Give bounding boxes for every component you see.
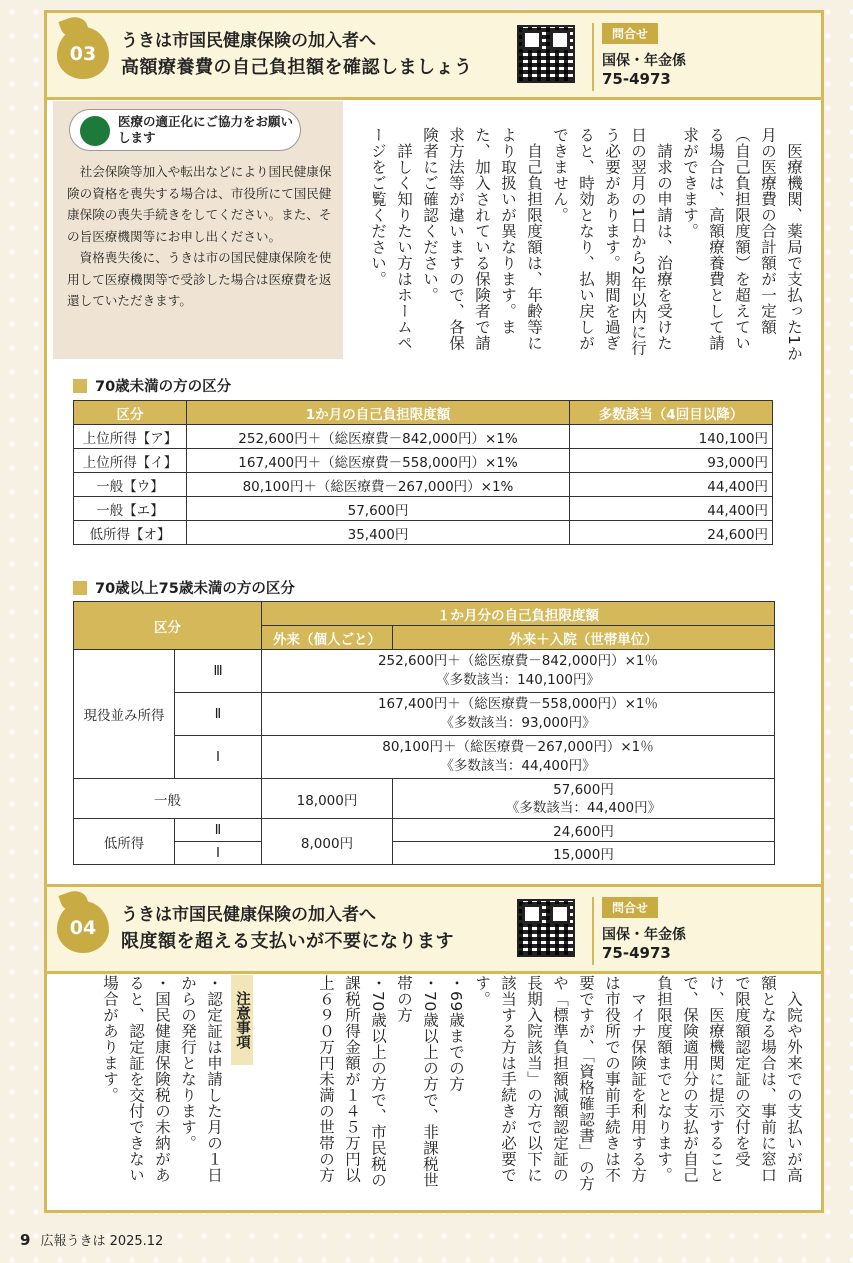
section04-contact: 問合せ 国保・年金係 75-4973 — [592, 897, 802, 965]
table2: 区分 １か月分の自己負担限度額 外来（個人ごと） 外来＋入院（世帯単位） 現役並み所得 Ⅲ 252,600円＋（総医療費－842,000円）×1％ 《多数該当：140,100円》 Ⅱ 167,400円＋（総医療費－558,000円）×1％ 《多数該当：93,000円》 Ⅰ 80,100円＋（総医療費－267,000円）×1％ 《多数該当：44,400円》 一般 18,000円 57,600円 《多数該当：44,400円》 低所得 Ⅱ 8,000円 24,600円 Ⅰ 15,000円 — [73, 601, 775, 865]
qr-code-icon[interactable] — [517, 25, 575, 83]
section04-number-badge: 04 — [57, 901, 109, 953]
section03-contact: 問合せ 国保・年金係 75-4973 — [592, 23, 802, 91]
article-frame — [44, 10, 824, 1213]
table1-title: 70歳未満の方の区分 — [73, 375, 231, 396]
notes-body: ・認定証は申請した月の１日からの発行となります。 ・国民健康保険税の未納があると、認定証を交付できない場合があります。 — [101, 975, 223, 1183]
table1: 区分 1か月の自己負担限度額 多数該当（4回目以降） 上位所得【ア】 252,600円＋（総医療費－842,000円）×1% 140,100円 上位所得【イ】 167,400円＋（総医療費－558,000円）×1% 93,000円 一般【ウ】 80,100円＋（総医療費－267,000円）×1% 44,400円 一般【エ】 57,600円 44,400円 低所得【オ】 35,400円 24,600円 — [73, 400, 773, 545]
green-dot-icon — [80, 116, 110, 146]
section04-body: 入院や外来での支払いが高額となる場合は、事前に窓口で限度額認定証の交付を受け、医療機関に提示することで、保険適用分の支払が自己負担限度額までとなります。 マイナ保険証を利用する方は市役所での事前手続きは不要ですが、「資格確認書」の方や「標準負担額減額認定証の長期入院該当」の方で以下に該当する方は手続きが必要です。 ・69歳までの方 ・70歳以上の方で、非課税世帯の方 ・70歳以上の方で、市民税の課税所得金額が１４５万円以上６９０万円未満の世帯の方 — [317, 975, 803, 1192]
section04-header — [47, 884, 821, 974]
page-footer: 9 広報うきは 2025.12 — [20, 1231, 164, 1249]
notice-box — [53, 101, 343, 359]
notice-text: 社会保険等加入や転出などにより国民健康保険の資格を喪失する場合は、市役所にて国民健康保険の喪失手続きをしてください。また、その旨医療機関等にお申し出ください。 資格喪失後に、うきは市の国民健康保険を使用して医療機関等で受診した場合は医療費を返還していただきます。 — [67, 164, 332, 308]
section03-body: 医療機関、薬局で支払った1か月の医療費の合計額が一定額（自己負担限度額）を超えている場合は、高額療養費として請求ができます。 請求の申請は、治療を受けた日の翌月の1日から2年以内に行う必要があります。期間を過ぎると、時効となり、払い戻しができません。 自己負担限度額は、年齢等により取扱いが異なります。また、加入されている保険者で請求方法等が違いますので、各保険者にご確認ください。 詳しく知りたい方はホームページをご覧ください。 — [369, 127, 803, 361]
notice-title: 医療の適正化にご協力をお願いします — [69, 109, 301, 151]
qr-code-icon[interactable] — [517, 899, 575, 957]
section03-header — [47, 13, 821, 100]
section04-title: うきは市国民健康保険の加入者へ 限度額を超える支払いが不要になります — [121, 905, 454, 952]
notes-heading: 注意事項 — [231, 975, 253, 1065]
section03-number-badge: 03 — [57, 27, 109, 79]
section03-title: うきは市国民健康保険の加入者へ 高額療養費の自己負担額を確認しましょう — [121, 31, 473, 78]
table2-title: 70歳以上75歳未満の方の区分 — [73, 577, 295, 598]
